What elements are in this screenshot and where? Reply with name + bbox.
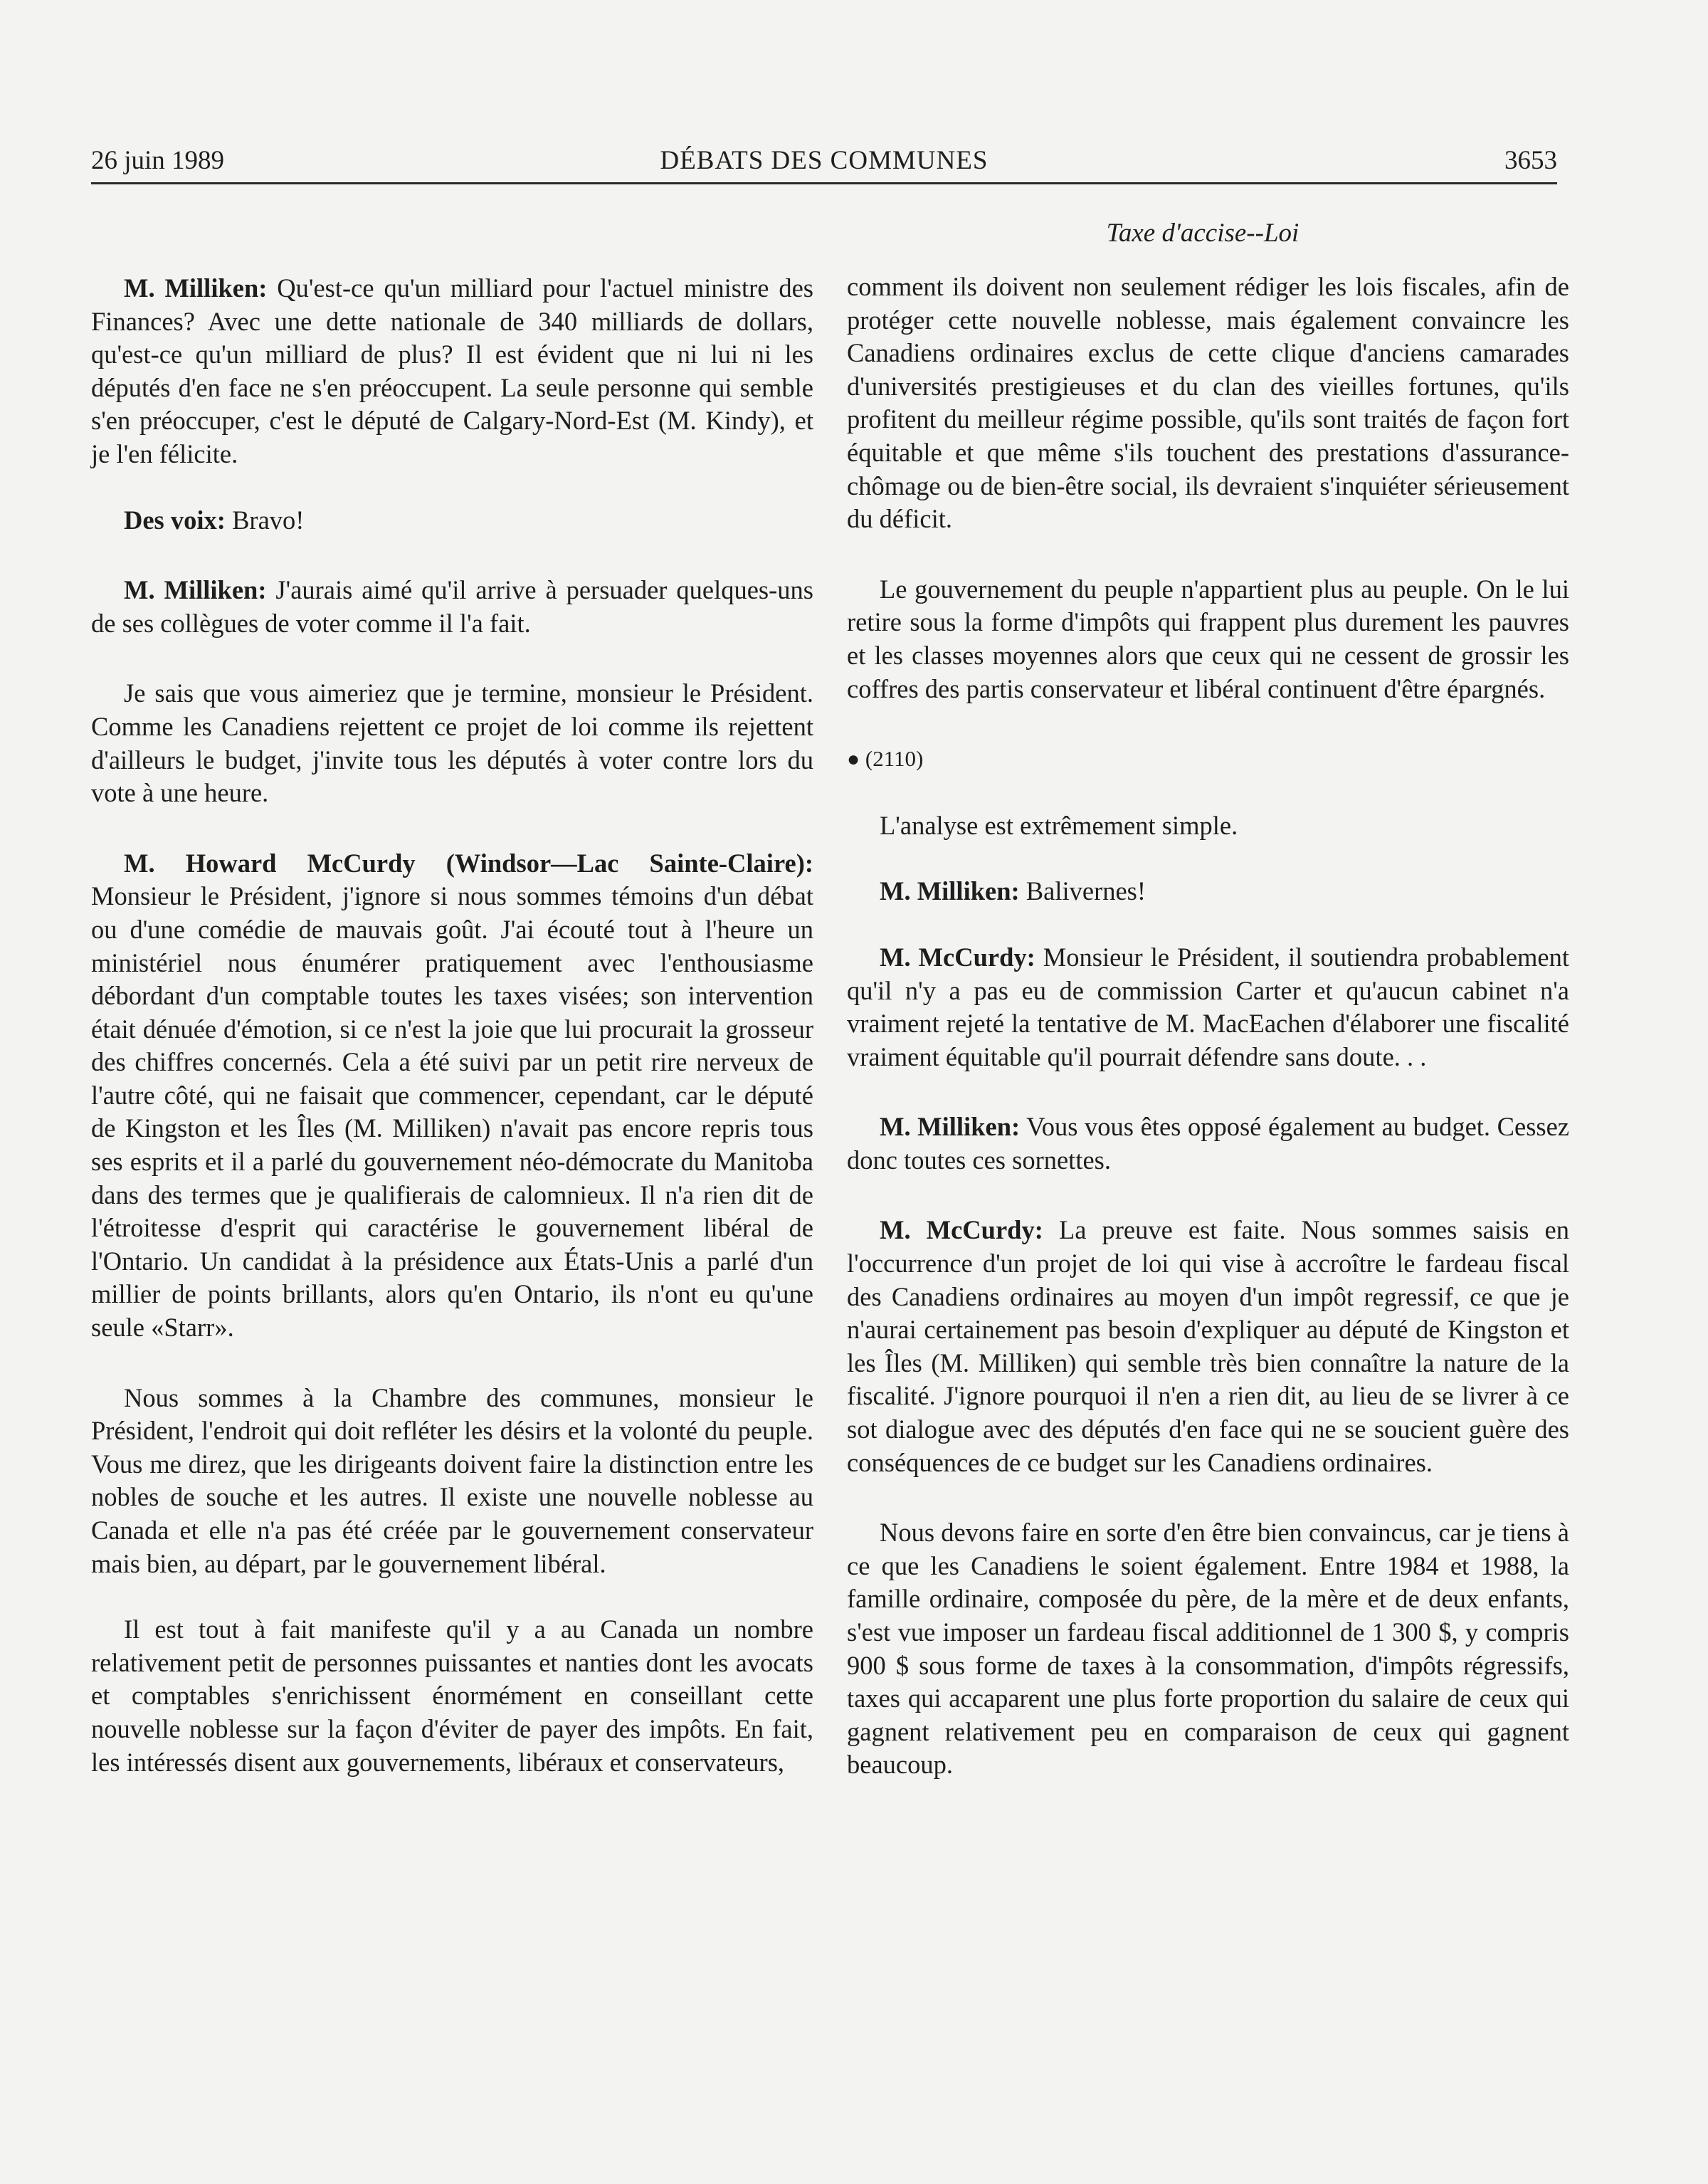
speaker-name: M. McCurdy: xyxy=(880,1215,1043,1245)
paragraph-text: Qu'est-ce qu'un milliard pour l'actuel ministre des Finances? Avec une dette nationale de 340 milliards de dollars, qu'est-ce qu'un milliard de plus? Il est évident que ni lui ni les députés d'en face ne s'en préoccupent. La seule personne qui semble s'en préoccuper, c'est le député de Calgary-Nord-Est (M. Kindy), et je l'en félicite. xyxy=(91,273,813,468)
paragraph-text: Vous vous êtes opposé également au budget. Cessez donc toutes ces sornettes. xyxy=(847,1112,1569,1175)
paragraph-text: Nous devons faire en sorte d'en être bien convaincus, car je tiens à ce que les Canadiens le soient également. Entre 1984 et 1988, la famille ordinaire, composée du père, de la mère et de deux enfants, s'est vue imposer un fardeau fiscal additionnel de 1 300 $, y compris 900 $ sous forme de taxes à la consommation, d'impôts régressifs, taxes qui accaparent une plus forte proportion du salaire de ceux qui gagnent relativement peu en comparaison de ceux qui gagnent beaucoup. xyxy=(847,1518,1569,1780)
paragraph xyxy=(847,1214,1569,1479)
paragraph-text: L'analyse est extrêmement simple. xyxy=(880,810,1238,840)
paragraph xyxy=(91,272,813,471)
right-column xyxy=(847,271,1569,1782)
paragraph-text: Le gouvernement du peuple n'appartient plus au peuple. On le lui retire sous la forme d'impôts qui frappent plus durement les pauvres et les classes moyennes alors que ceux qui ne cessent de grossir les coffres des partis conservateur et libéral continuent d'être épargnés. xyxy=(847,574,1569,703)
paragraph xyxy=(91,504,813,537)
paragraph-text: La preuve est faite. Nous sommes saisis en l'occurrence d'un projet de loi qui vise à accroître le fardeau fiscal des Canadiens ordinaires au moyen d'un impôt regressif, ce que je n'aurai certainement pas besoin d'expliquer au député de Kingston et les Îles (M. Milliken) qui semble très bien connaître la nature de la fiscalité. J'ignore pourquoi il n'en a rien dit, au lieu de se livrer à ce sot dialogue avec des députés d'en face qui ne se soucient guère des conséquences de ce budget sur les Canadiens ordinaires. xyxy=(847,1215,1570,1477)
running-head: Taxe d'accise--Loi xyxy=(1106,219,1300,248)
paragraph-text: Il est tout à fait manifeste qu'il y a au Canada un nombre relativement petit de personnes puissantes et nanties dont les avocats et comptables s'enrichissent énormément en conseillant cette nouvelle noblesse sur la façon d'éviter de payer des impôts. En fait, les intéressés disent aux gouvernements, libéraux et conservateurs, xyxy=(91,1615,813,1777)
paragraph-text: Balivernes! xyxy=(1019,876,1146,906)
header-date: 26 juin 1989 xyxy=(91,146,225,175)
paragraph xyxy=(847,271,1569,536)
speaker-name: Des voix: xyxy=(124,505,226,535)
paragraph-text: comment ils doivent non seulement rédiger les lois fiscales, afin de protéger cette nouvelle noblesse, mais également convaincre les Canadiens ordinaires exclus de cette clique d'anciens camarades d'universités prestigieuses et du clan des vieilles fortunes, qu'ils profitent du meilleur régime possible, qu'ils sont traités de façon fort équitable et que même s'ils touchent des prestations d'assurance-chômage ou de bien-être social, ils devraient s'inquiéter sérieusement du déficit. xyxy=(847,272,1569,534)
time-marker-text: (2110) xyxy=(865,746,924,772)
paragraph-text: Je sais que vous aimeriez que je termine, monsieur le Président. Comme les Canadiens rejettent ce projet de loi comme ils rejettent d'ailleurs le budget, j'invite tous les députés à voter contre lors du vote à une heure. xyxy=(91,678,813,808)
paragraph xyxy=(91,1613,813,1779)
speaker-name: M. Milliken: xyxy=(880,1112,1021,1142)
speaker-name: M. McCurdy: xyxy=(880,942,1035,972)
speaker-name: M. Milliken: xyxy=(880,876,1020,906)
paragraph xyxy=(91,574,813,640)
paragraph xyxy=(847,809,1569,843)
paragraph xyxy=(91,847,813,1345)
paragraph-text: Monsieur le Président, il soutiendra probablement qu'il n'y a pas eu de commission Carter et qu'aucun cabinet n'a vraiment rejeté la tentative de M. MacEachen d'élaborer une fiscalité vraiment équitable qu'il pourrait défendre sans doute. . . xyxy=(847,942,1569,1071)
header-title: DÉBATS DES COMMUNES xyxy=(660,146,989,175)
paragraph-text: Bravo! xyxy=(225,505,305,535)
header-rule xyxy=(91,182,1557,184)
left-column xyxy=(91,272,813,1779)
bullet-icon: ● xyxy=(847,747,860,772)
speaker-name: M. Milliken: xyxy=(124,575,267,605)
paragraph-text: J'aurais aimé qu'il arrive à persuader quelques-uns de ses collègues de voter comme il l'a fait. xyxy=(91,575,814,638)
paragraph xyxy=(847,573,1569,705)
paragraph xyxy=(847,1111,1569,1177)
page-header xyxy=(91,142,1557,179)
paragraph xyxy=(847,941,1569,1073)
header-page-number: 3653 xyxy=(1504,146,1557,175)
speaker-name: M. Howard McCurdy (Windsor—Lac Sainte-Claire): xyxy=(124,848,813,878)
paragraph-text: Nous sommes à la Chambre des communes, monsieur le Président, l'endroit qui doit refléter les désirs et la volonté du peuple. Vous me direz, que les dirigeants doivent faire la distinction entre les nobles de souche et les autres. Il existe une nouvelle noblesse au Canada et elle n'a pas été créée par le gouvernement conservateur mais bien, au départ, par le gouvernement libéral. xyxy=(91,1382,813,1578)
paragraph-text: Monsieur le Président, j'ignore si nous sommes témoins d'un débat ou d'une comédie de mauvais goût. J'ai écouté tout à l'heure un ministériel nous énumérer pratiquement avec l'enthousiasme débordant d'un comptable toutes les taxes visées; son intervention était dénuée d'émotion, si ce n'est la joie que lui procurait la grosseur des chiffres concernés. Cela a été suivi par un petit rire nerveux de l'autre côté, qui ne faisait que commencer, cependant, car le député de Kingston et les Îles (M. Milliken) n'avait pas encore repris tous ses esprits et il a parlé du gouvernement néo-démocrate du Manitoba dans des termes que je qualifierais de calomnieux. Il n'a rien dit de l'étroitesse d'esprit qui caractérise le gouvernement libéral de l'Ontario. Un candidat à la présidence aux États-Unis a parlé d'un millier de points brillants, alors qu'en Ontario, ils n'ont eu qu'une seule «Starr». xyxy=(91,881,813,1343)
paragraph xyxy=(847,875,1569,908)
time-marker xyxy=(847,742,1569,777)
speaker-name: M. Milliken: xyxy=(124,273,268,303)
paragraph xyxy=(91,1382,813,1581)
paragraph xyxy=(847,1516,1569,1782)
paragraph xyxy=(91,677,813,809)
